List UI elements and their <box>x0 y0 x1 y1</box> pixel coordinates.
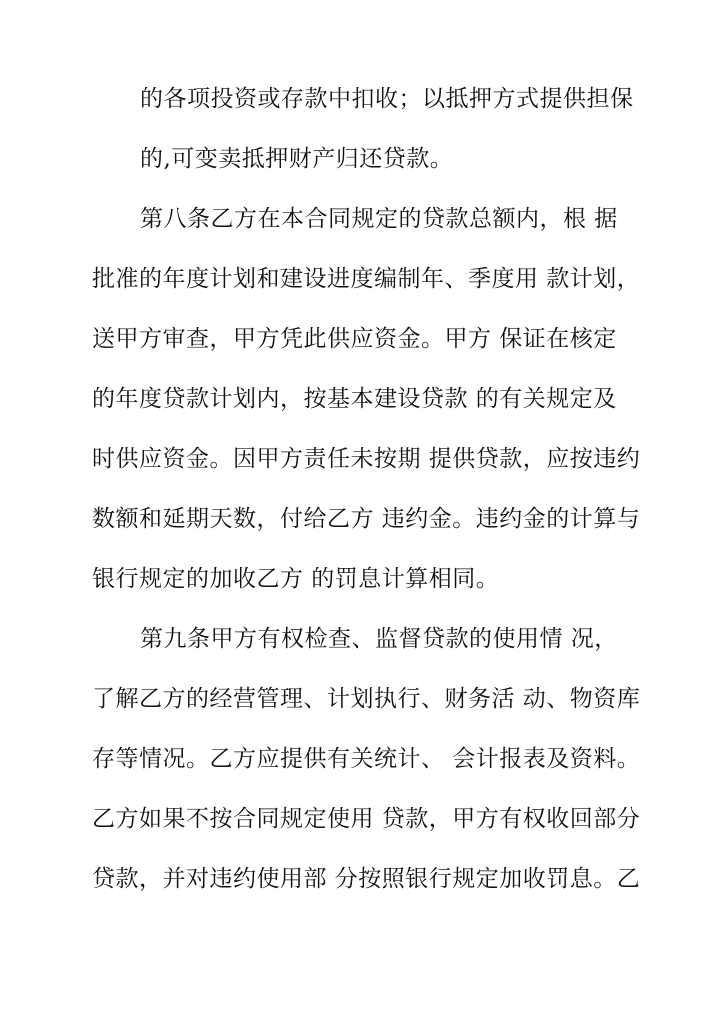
text-line: 送甲方审查，甲方凭此供应资金。甲方 保证在核定 <box>92 326 617 352</box>
paragraph-article-8-start: 第八条乙方在本合同规定的贷款总额内，根 据 <box>140 206 618 232</box>
text-line: 的各项投资或存款中扣收；以抵押方式提供担保 <box>140 86 634 112</box>
text-line: 贷款，并对违约使用部 分按照银行规定加收罚息。乙 <box>92 866 641 892</box>
paragraph-article-9-start: 第九条甲方有权检查、监督贷款的使用情 况， <box>140 626 618 652</box>
text-line: 乙方如果不按合同规定使用 贷款，甲方有权收回部分 <box>92 806 641 832</box>
text-line: 批准的年度计划和建设进度编制年、季度用 款计划， <box>92 266 641 292</box>
text-line: 银行规定的加收乙方 的罚息计算相同。 <box>92 566 500 592</box>
text-line: 时供应资金。因甲方责任未按期 提供贷款，应按违约 <box>92 446 641 472</box>
text-line: 数额和延期天数，付给乙方 违约金。违约金的计算与 <box>92 506 641 532</box>
text-line: 存等情况。乙方应提供有关统计、 会计报表及资料。 <box>92 746 641 772</box>
text-line: 的年度贷款计划内，按基本建设贷款 的有关规定及 <box>92 386 617 412</box>
text-line: 了解乙方的经营管理、计划执行、财务活 动、物资库 <box>92 686 641 712</box>
text-line: 的,可变卖抵押财产归还贷款。 <box>140 146 454 172</box>
